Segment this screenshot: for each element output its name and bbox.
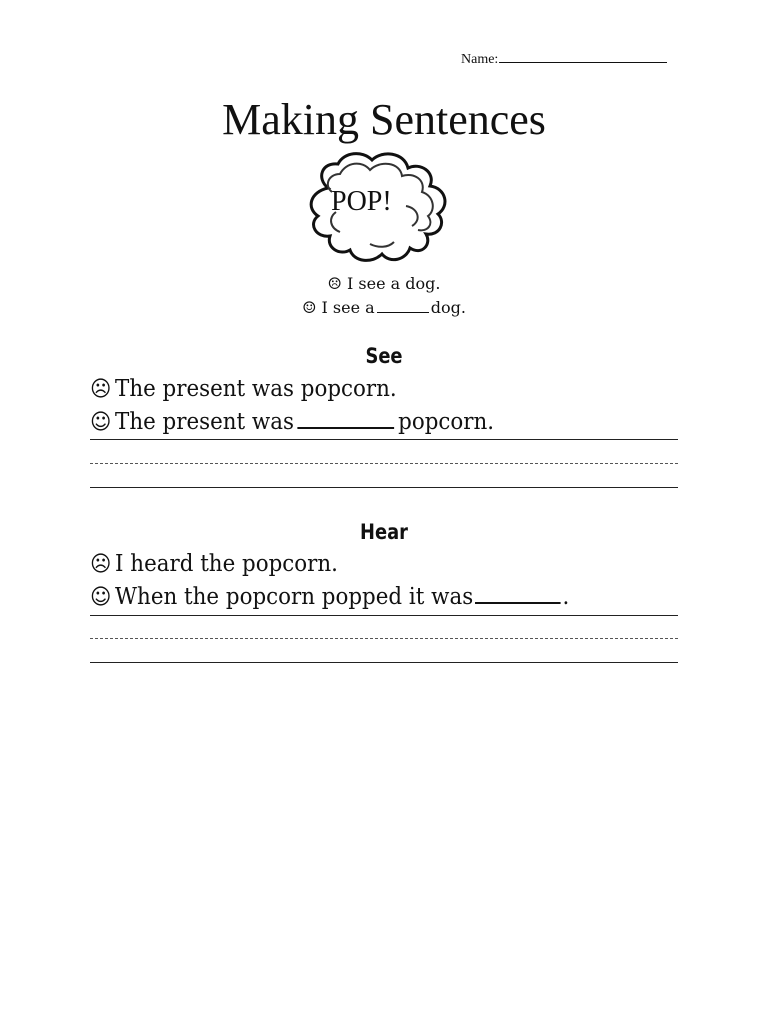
see-happy-before: The present was [115,409,294,435]
example-happy-line [0,298,768,317]
example-happy-after: dog. [430,298,466,317]
section-heading-see: See [365,344,403,368]
smile-icon: ☺ [90,410,112,435]
frown-icon: ☹ [90,377,112,402]
smile-icon: ☺ [302,298,317,317]
hear-happy-before: When the popcorn popped it was [115,584,474,610]
hear-sad-sentence [90,551,338,577]
frown-icon: ☹ [327,274,342,293]
section-heading-hear: Hear [360,520,408,544]
name-label: Name: [461,52,499,67]
writing-line-dashed[interactable] [90,463,678,464]
example-sad-text: I see a dog. [346,274,441,293]
pop-label: POP! [331,186,392,217]
see-happy-sentence [90,409,494,435]
hear-sad-text: I heard the popcorn. [115,551,338,577]
hear-happy-after: . [562,584,570,610]
example-blank [377,300,429,313]
see-blank[interactable] [298,409,395,429]
see-sad-sentence [90,376,397,402]
writing-line-top[interactable] [90,615,678,616]
name-field[interactable] [461,48,667,68]
writing-line-bottom[interactable] [90,487,678,488]
see-sad-text: The present was popcorn. [115,376,397,402]
hear-blank[interactable] [475,584,561,604]
writing-line-dashed[interactable] [90,638,678,639]
frown-icon: ☹ [90,552,112,577]
smile-icon: ☺ [90,585,112,610]
page-title: Making Sentences [222,95,546,144]
example-sad-line [0,274,768,293]
see-happy-after: popcorn. [398,409,495,435]
example-happy-before: I see a [321,298,375,317]
hear-happy-sentence [90,584,569,610]
writing-line-bottom[interactable] [90,662,678,663]
writing-line-top[interactable] [90,439,678,440]
name-blank[interactable] [499,48,667,63]
